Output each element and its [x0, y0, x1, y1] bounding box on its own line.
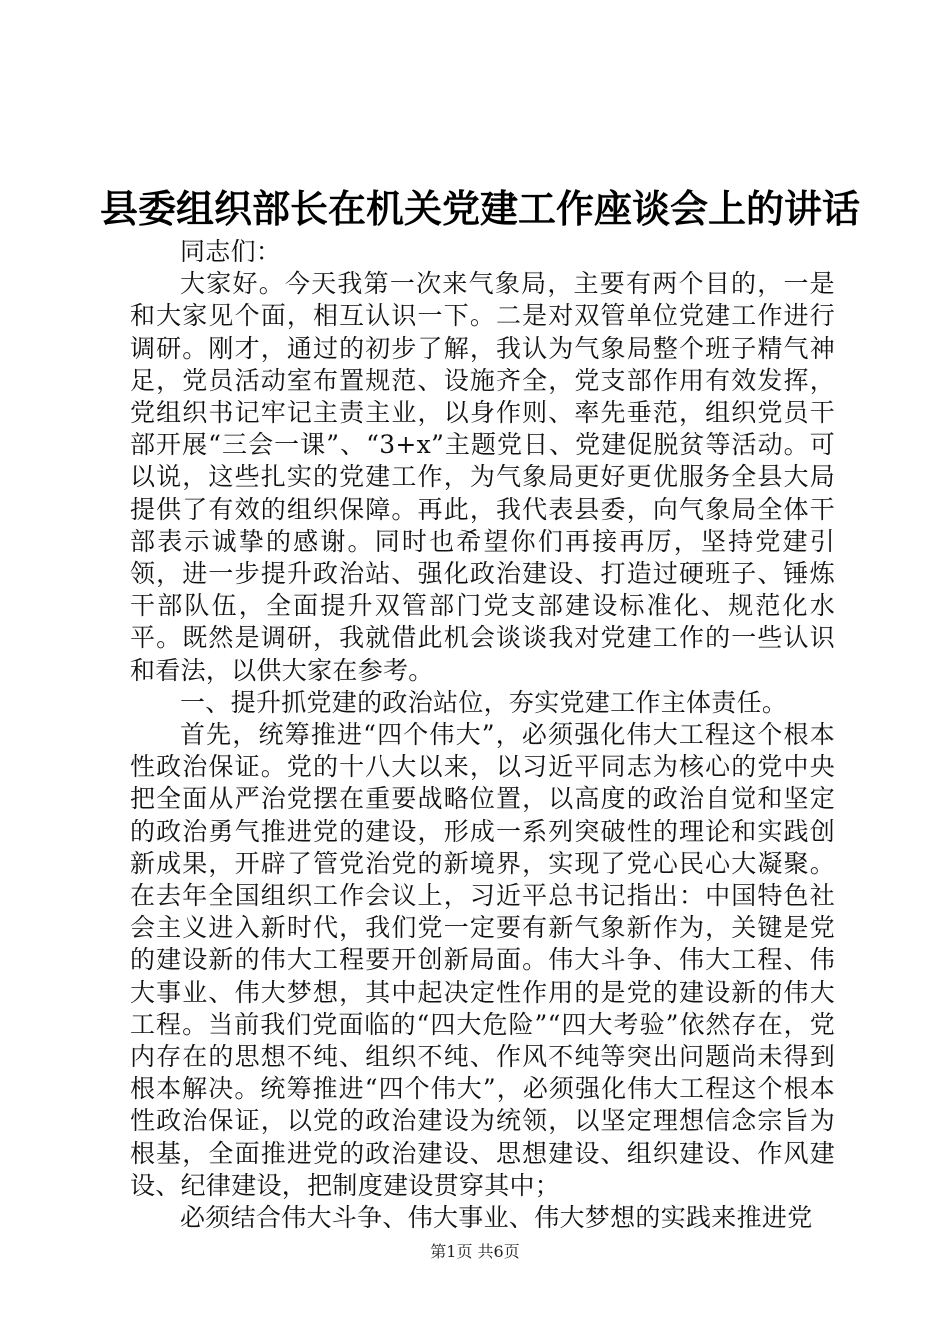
intro-paragraph: 大家好。今天我第一次来气象局，主要有两个目的，一是和大家见个面，相互认识一下。二是对双管单位党建工作进行调研。刚才，通过的初步了解，我认为气象局整个班子精气神足，党员活动室布置规范、设施齐全，党支部作用有效发挥，党组织书记牢记主责主业，以身作则、率先垂范，组织党员干部开展“三会一课”、“3+x”主题党日、党建促脱贫等活动。可以说，这些扎实的党建工作，为气象局更好更优服务全县大局提供了有效的组织保障。再此，我代表县委，向气象局全体干部表示诚挚的感谢。同时也希望你们再接再厉，坚持党建引领，进一步提升政治站、强化政治建设、打造过硬班子、锤炼干部队伍，全面提升双管部门党支部建设标准化、规范化水平。既然是调研，我就借此机会谈谈我对党建工作的一些认识和看法，以供大家在参考。: [130, 269, 835, 685]
document-body: [130, 236, 835, 1234]
section-heading: 一、提升抓党建的政治站位，夯实党建工作主体责任。: [180, 687, 788, 717]
salutation-paragraph: 同志们：: [180, 237, 282, 266]
document-title: 县委组织部长在机关党建工作座谈会上的讲话: [100, 186, 861, 231]
body-paragraph-continued: 必须结合伟大斗争、伟大事业、伟大梦想的实践来推进党: [180, 1203, 813, 1233]
body-paragraph: 首先，统筹推进“四个伟大”，必须强化伟大工程这个根本性政治保证。党的十八大以来，以习近平同志为核心的党中央把全面从严治党摆在重要战略位置，以高度的政治自觉和坚定的政治勇气推进党的建设，形成一系列突破性的理论和实践创新成果，开辟了管党治党的新境界，实现了党心民心大凝聚。在去年全国组织工作会议上，习近平总书记指出：中国特色社会主义进入新时代，我们党一定要有新气象新作为，关键是党的建设新的伟大工程要开创新局面。伟大斗争、伟大工程、伟大事业、伟大梦想，其中起决定性作用的是党的建设新的伟大工程。当前我们党面临的“四大危险”“四大考验”依然存在，党内存在的思想不纯、组织不纯、作风不纯等突出问题尚未得到根本解决。统筹推进“四个伟大”，必须强化伟大工程这个根本性政治保证，以党的政治建设为统领，以坚定理想信念宗旨为根基，全面推进党的政治建设、思想建设、组织建设、作风建设、纪律建设，把制度建设贯穿其中；: [130, 720, 835, 1200]
page-footer: 第1页 共6页: [430, 1242, 520, 1261]
